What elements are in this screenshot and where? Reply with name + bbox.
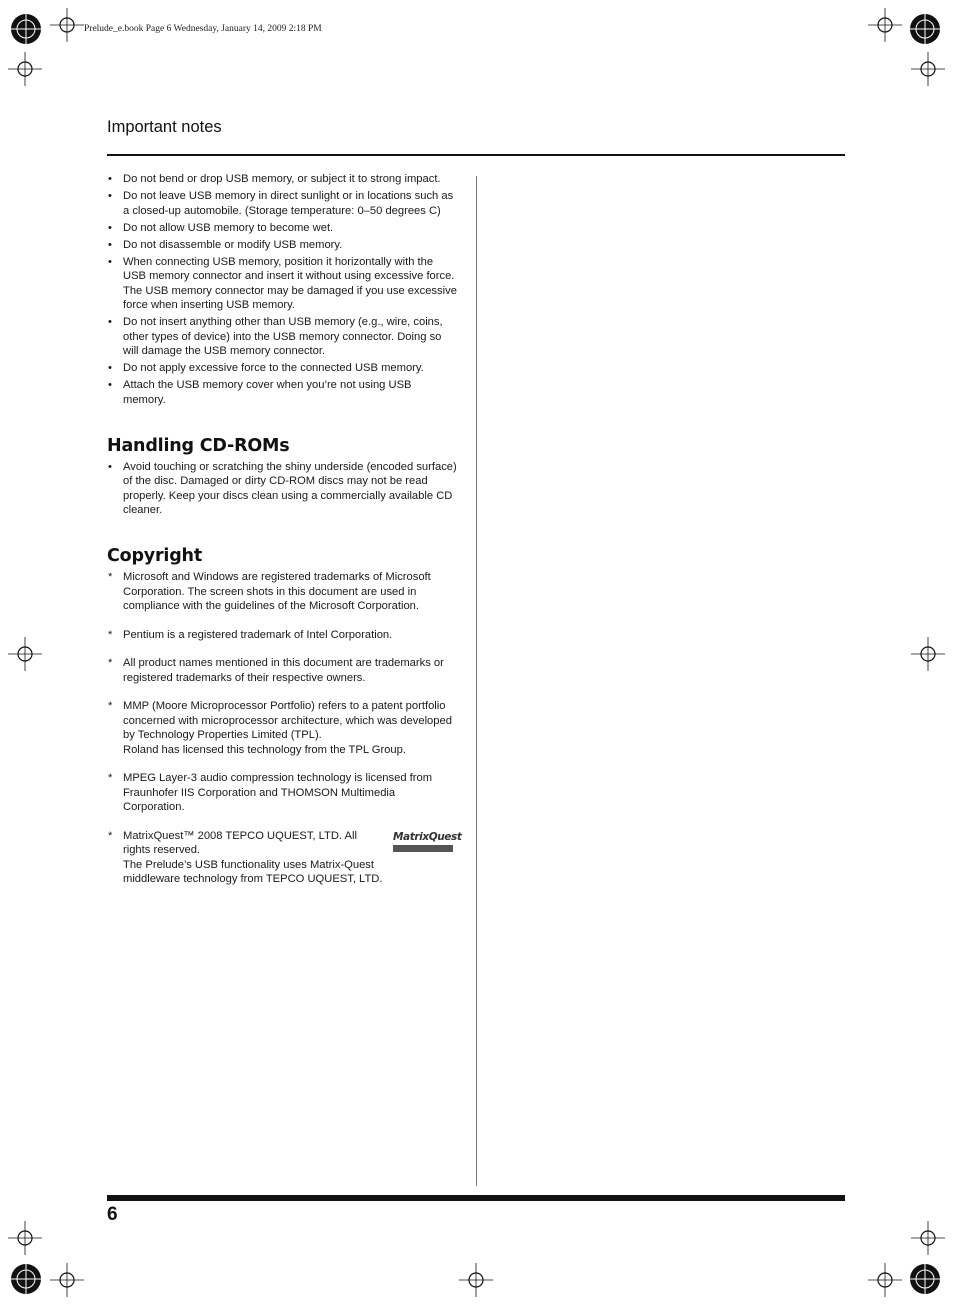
list-item: • Do not leave USB memory in direct sunlight or in locations such as a closed-up automobile. (Storage temperature: 0–50 degrees C)	[108, 190, 454, 217]
cdrom-heading: Handling CD-ROMs	[107, 435, 290, 456]
list-item: • Do not apply excessive force to the connected USB memory.	[108, 362, 424, 374]
crosshair-mark-icon	[459, 1263, 493, 1297]
crosshair-mark-icon	[911, 637, 945, 671]
registration-mark-icon	[908, 12, 942, 46]
crosshair-mark-icon	[8, 637, 42, 671]
list-item: * Pentium is a registered trademark of Intel Corporation.	[108, 628, 393, 641]
page-number: 6	[107, 1204, 118, 1225]
list-item: * MPEG Layer-3 audio compression technology is licensed from Fraunhofer IIS Corporation and THOMSON Multimedia Corporation.	[108, 772, 433, 813]
list-item: * MatrixQuest™ 2008 TEPCO UQUEST, LTD. All rights reserved. The Prelude’s USB functionality uses Matrix-Quest middleware technology from TEPCO UQUEST, LTD. MatrixQuest	[108, 829, 462, 885]
usb-bullet-list	[107, 255, 457, 408]
crosshair-mark-icon	[8, 52, 42, 86]
list-item: • Attach the USB memory cover when you’re not using USB memory.	[108, 379, 412, 406]
left-column	[107, 172, 462, 901]
crosshair-mark-icon	[8, 1221, 42, 1255]
copyright-notes	[107, 570, 462, 887]
list-item: • Do not disassemble or modify USB memory.	[108, 238, 343, 251]
list-item: • Avoid touching or scratching the shiny underside (encoded surface) of the disc. Damaged or dirty CD-ROM discs may not be read properly. Keep your discs clean using a commercially available CD cleaner.	[108, 460, 457, 516]
crosshair-mark-icon	[868, 8, 902, 42]
list-item: • Do not insert anything other than USB memory (e.g., wire, coins, other types of device) into the USB memory connector. Doing so will damage the USB memory connector.	[108, 316, 443, 357]
registration-mark-icon	[9, 12, 43, 46]
list-item: * All product names mentioned in this document are trademarks or registered trademarks of their respective owners.	[108, 657, 444, 684]
list-item: • Do not bend or drop USB memory, or subject it to strong impact.	[108, 173, 441, 185]
usb-sub-bullet-list	[107, 172, 457, 252]
list-item: • Do not allow USB memory to become wet.	[108, 221, 334, 234]
crosshair-mark-icon	[868, 1263, 902, 1297]
matrixquest-logo-bar	[393, 845, 453, 852]
crosshair-mark-icon	[911, 1221, 945, 1255]
registration-mark-icon	[9, 1262, 43, 1296]
matrixquest-logo: MatrixQuest	[393, 830, 453, 853]
print-slug-line: Prelude_e.book Page 6 Wednesday, January 14, 2009 2:18 PM	[84, 24, 322, 34]
crosshair-mark-icon	[50, 1263, 84, 1297]
list-item: * Microsoft and Windows are registered trademarks of Microsoft Corporation. The screen shots in this document are used in compliance with the guidelines of the Microsoft Corporation.	[108, 571, 431, 612]
column-divider	[476, 176, 477, 1186]
cdrom-bullet-list	[107, 460, 457, 518]
registration-mark-icon	[908, 1262, 942, 1296]
footer-rule	[107, 1195, 845, 1201]
header-rule	[107, 154, 845, 156]
crosshair-mark-icon	[911, 52, 945, 86]
list-item: • When connecting USB memory, position it horizontally with the USB memory connector and insert it without using excessive force. The USB memory connector may be damaged if you use excessive force when inserting USB memory.	[108, 255, 457, 311]
crosshair-mark-icon	[50, 8, 84, 42]
page-header-title: Important notes	[107, 118, 222, 136]
copyright-heading: Copyright	[107, 546, 202, 566]
list-item: * MMP (Moore Microprocessor Portfolio) refers to a patent portfolio concerned with microprocessor architecture, which was developed by Technology Properties Limited (TPL). Roland has licensed this technology from the TPL Group.	[108, 700, 452, 756]
